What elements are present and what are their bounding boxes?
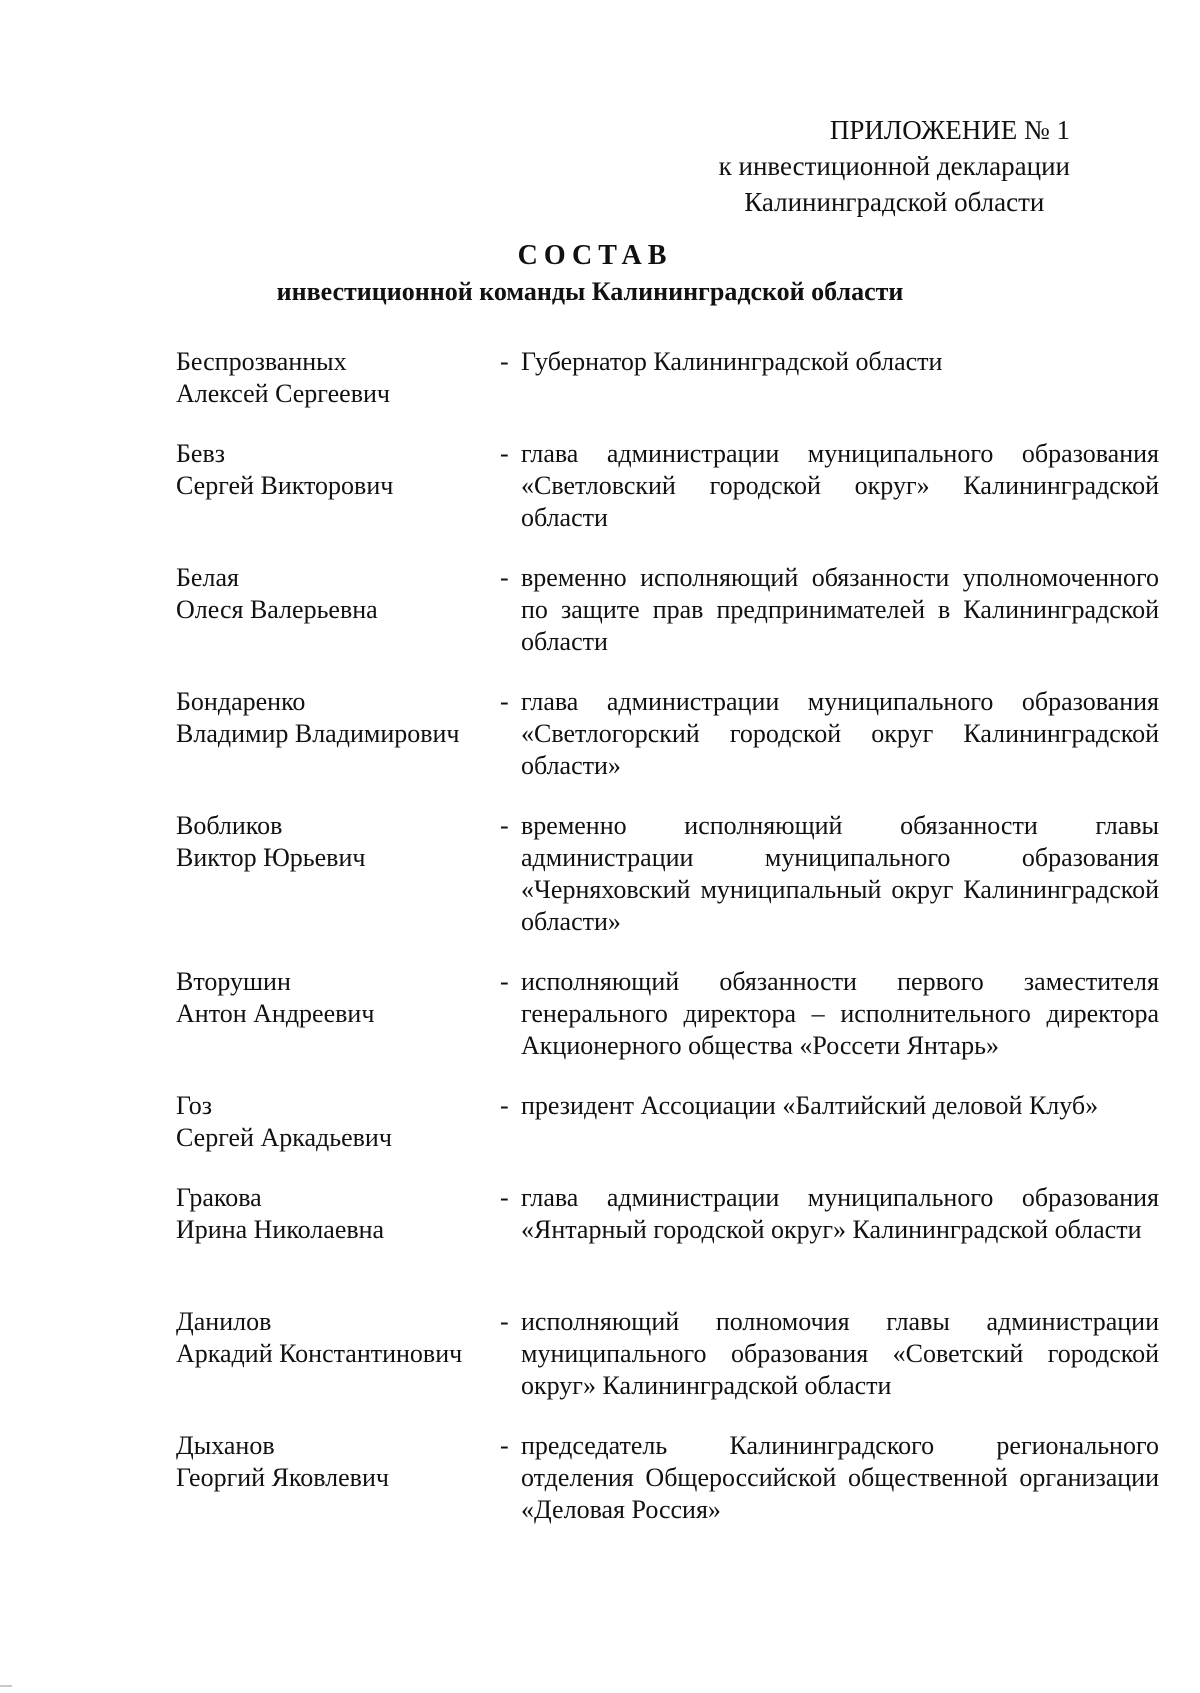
member-role: глава администрации муниципального образования «Янтарный городской округ» Калининградской области xyxy=(521,1183,1159,1244)
member-surname: Дыханов xyxy=(176,1431,275,1460)
scan-edge-mark xyxy=(0,1685,12,1687)
member-role: временно исполняющий обязанности уполномоченного по защите прав предпринимателей в Калининградской области xyxy=(521,563,1159,656)
member-dash: - xyxy=(500,1431,509,1460)
member-surname: Данилов xyxy=(176,1307,272,1336)
member-name xyxy=(176,1306,496,1370)
member-surname: Бондаренко xyxy=(176,687,306,716)
appendix-region: Калининградской области xyxy=(744,187,1045,217)
member-given-name: Георгий Яковлевич xyxy=(176,1463,389,1492)
member-name xyxy=(176,1182,496,1246)
member-role: президент Ассоциации «Балтийский деловой Клуб» xyxy=(521,1091,1099,1120)
document-title: СОСТАВ xyxy=(517,240,673,271)
member-role: исполняющий обязанности первого заместителя генерального директора – исполнительного директора Акционерного общества «Россети Янтарь» xyxy=(521,967,1159,1060)
member-dash: - xyxy=(500,1091,509,1120)
member-given-name: Сергей Аркадьевич xyxy=(176,1123,392,1152)
member-role: председатель Калининградского регионального отделения Общероссийской общественной организации «Деловая Россия» xyxy=(521,1431,1159,1524)
member-surname: Гракова xyxy=(176,1183,262,1212)
member-given-name: Виктор Юрьевич xyxy=(176,843,366,872)
member-dash: - xyxy=(500,1307,509,1336)
member-role: временно исполняющий обязанности главы администрации муниципального образования «Черняховский муниципальный округ Калининградской области» xyxy=(521,811,1159,936)
member-name xyxy=(176,438,496,502)
appendix-title: ПРИЛОЖЕНИЕ № 1 xyxy=(829,115,1070,145)
member-role: глава администрации муниципального образования «Светловский городской округ» Калининградской области xyxy=(521,439,1159,532)
appendix-reference: к инвестиционной декларации xyxy=(718,151,1070,181)
document-heading xyxy=(0,238,1200,310)
member-surname: Белая xyxy=(176,563,239,592)
member-name xyxy=(176,562,496,626)
member-surname: Гоз xyxy=(176,1091,213,1120)
member-surname: Беспрозванных xyxy=(176,347,347,376)
member-given-name: Аркадий Константинович xyxy=(176,1339,463,1368)
member-dash: - xyxy=(500,811,509,840)
member-given-name: Алексей Сергеевич xyxy=(176,379,390,408)
member-name xyxy=(176,810,496,874)
member-name xyxy=(176,346,496,410)
member-surname: Вторушин xyxy=(176,967,291,996)
member-given-name: Ирина Николаевна xyxy=(176,1215,385,1244)
member-given-name: Олеся Валерьевна xyxy=(176,595,378,624)
member-name xyxy=(176,966,496,1030)
document-subtitle: инвестиционной команды Калининградской области xyxy=(276,277,904,306)
member-dash: - xyxy=(500,439,509,468)
member-surname: Бевз xyxy=(176,439,226,468)
member-surname: Вобликов xyxy=(176,811,283,840)
member-role: Губернатор Калининградской области xyxy=(521,347,943,376)
appendix-header xyxy=(719,112,1070,220)
member-given-name: Антон Андреевич xyxy=(176,999,375,1028)
member-name xyxy=(176,1090,496,1154)
member-name xyxy=(176,686,496,750)
member-name xyxy=(176,1430,496,1494)
member-dash: - xyxy=(500,563,509,592)
member-role: исполняющий полномочия главы администрации муниципального образования «Советский городской округ» Калининградской области xyxy=(521,1307,1159,1400)
member-role: глава администрации муниципального образования «Светлогорский городской округ Калининградской области» xyxy=(521,687,1159,780)
member-dash: - xyxy=(500,687,509,716)
member-given-name: Сергей Викторович xyxy=(176,471,394,500)
member-dash: - xyxy=(500,347,509,376)
member-given-name: Владимир Владимирович xyxy=(176,719,460,748)
member-dash: - xyxy=(500,1183,509,1212)
member-dash: - xyxy=(500,967,509,996)
